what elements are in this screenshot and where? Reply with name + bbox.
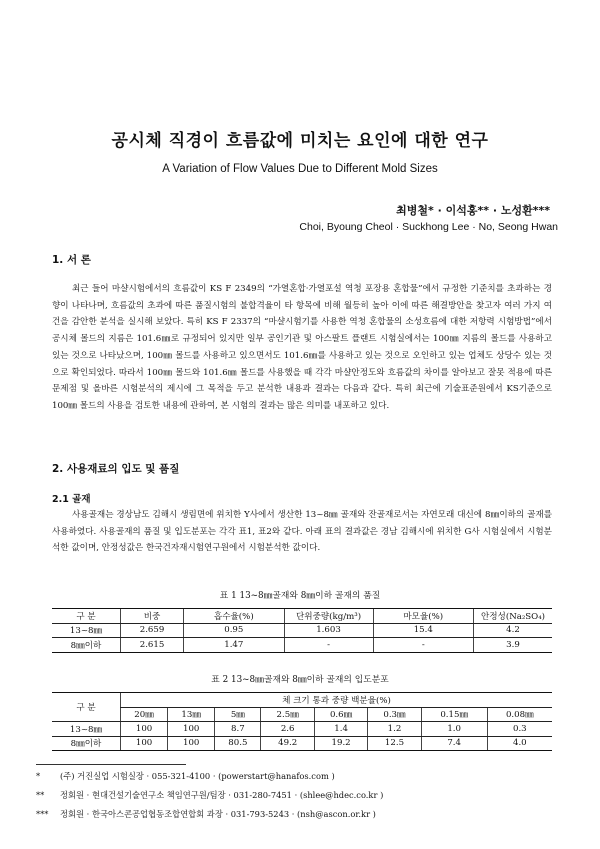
sieve-header-cell: 0.6㎜ — [314, 707, 367, 722]
table-cell: 8㎜이하 — [52, 736, 121, 751]
table-header-cell: 흡수율(%) — [184, 609, 284, 624]
table-row — [52, 638, 552, 653]
table-cell: 2.6 — [261, 722, 314, 737]
table-cell: 12.5 — [368, 736, 421, 751]
table-cell: 100 — [121, 722, 168, 737]
table-cell: 1.47 — [184, 638, 284, 653]
table-cell: 100 — [168, 736, 215, 751]
section-2-1-heading: 2.1 골재 — [52, 494, 91, 505]
table-cell: 100 — [121, 736, 168, 751]
table-cell: 49.2 — [261, 736, 314, 751]
table-cell: 13~8㎜ — [52, 623, 121, 638]
table-header-cell: 마모율(%) — [373, 609, 473, 624]
footnote-mark: *** — [36, 809, 49, 819]
table-cell: 1.0 — [421, 722, 487, 737]
authors-english: Choi, Byoung Cheol · Suckhong Lee · No, Seong Hwan — [299, 221, 558, 233]
table-cell: 4.2 — [474, 623, 553, 638]
sieve-header-cell: 0.08㎜ — [487, 707, 552, 722]
footnote-mark: ** — [36, 790, 45, 800]
table-cell: 2.659 — [121, 623, 184, 638]
table-cell: 80.5 — [215, 736, 261, 751]
table-cell: 100 — [168, 722, 215, 737]
table-cell: 1.603 — [284, 623, 373, 638]
paper-title-korean: 공시체 직경이 흐름값에 미치는 요인에 대한 연구 — [111, 131, 489, 151]
section-2-heading: 2. 사용재료의 입도 및 품질 — [52, 463, 180, 475]
table-cell: - — [373, 638, 473, 653]
section-2-1-body: 사용골재는 경상남도 김해시 생림면에 위치한 Y사에서 생산한 13~8㎜ 골재와 잔골재로서는 자연모래 대신에 8㎜이하의 골재를 사용하였다. 사용골재의 품질 및 입도분포는 각각 표1, 표2와 같다. 아래 표의 결과값은 경남 김해시에 위치한 G사 시험실에서 시험분석한 값이며, 안정성값은 한국건자재시험연구원에서 시험분석한 값이다. — [52, 510, 552, 554]
sieve-header-cell: 5㎜ — [215, 707, 261, 722]
footnote-text: (주) 거진실업 시험실장 · 055-321-4100 · (powerstart@hanafos.com ) — [60, 771, 335, 781]
table-header-cell: 단위중량(kg/m³) — [284, 609, 373, 624]
sieve-header-cell: 2.5㎜ — [261, 707, 314, 722]
table-cell: 7.4 — [421, 736, 487, 751]
table-row — [52, 623, 552, 638]
footnote-divider — [36, 764, 186, 765]
table-cell: 13~8㎜ — [52, 722, 121, 737]
section-1-body: 최근 들어 마샬시험에서의 흐름값이 KS F 2349의 “가열혼합·가열포설 역청 포장용 혼합물”에서 규정한 기준치를 초과하는 경향이 나타나며, 흐름값의 초과에 따른 품질시험의 불합격율이 타 항목에 비해 월등히 높아 이에 따른 해결방안을 찾고자 여러 가지 여건을 감안한 분석을 실시해 보았다. 특히 KS F 2337의 “마샬시험기를 사용한 역청 혼합물의 소성흐름에 대한 저항력 시험방법”에서 공시체 몰드의 지름은 101.6㎜로 규정되어 있지만 일부 공인기관 및 아스팔트 플랜트 시험실에서는 100㎜ 지름의 몰드를 사용하고 있는 것으로 나타났으며, 100㎜ 몰드를 사용하고 있으면서도 101.6㎜를 사용하고 있는 것으로 오인하고 있는 업체도 상당수 있는 것으로 확인되었다. 따라서 100㎜ 몰드와 101.6㎜ 몰드를 사용했을 때 각각 마샬안정도와 흐름값의 차이를 알아보고 잘못 적용에 따른 문제점 및 올바른 시험분석의 제시에 그 목적을 두고 분석한 내용과 결과는 다음과 같다. 특히 최근에 기술표준원에서 KS기준으로 100㎜ 몰드의 사용을 검토한 내용에 관하여, 본 시험의 결과는 많은 의미를 내포하고 있다. — [52, 284, 552, 411]
table-cell: 19.2 — [314, 736, 367, 751]
table-cell: 15.4 — [373, 623, 473, 638]
table-1 — [52, 608, 552, 653]
table-header-cell: 안정성(Na₂SO₄) — [474, 609, 553, 624]
section-1-heading: 1. 서 론 — [52, 254, 91, 266]
footnote-mark: * — [36, 771, 41, 781]
table-cell: 1.4 — [314, 722, 367, 737]
authors-korean: 최병철* · 이석홍** · 노성환*** — [396, 204, 550, 217]
table-2 — [52, 692, 552, 751]
sieve-header-cell: 0.3㎜ — [368, 707, 421, 722]
table-row — [52, 722, 552, 737]
sieve-header-cell: 0.15㎜ — [421, 707, 487, 722]
table-cell: 4.0 — [487, 736, 552, 751]
sieve-header-cell: 20㎜ — [121, 707, 168, 722]
table-cell: 2.615 — [121, 638, 184, 653]
table-cell: 8㎜이하 — [52, 638, 121, 653]
table-cell: 3.9 — [474, 638, 553, 653]
table-cell: 0.95 — [184, 623, 284, 638]
table-span-header: 체 크기 통과 중량 백분율(%) — [121, 693, 553, 708]
table-header-cell: 비중 — [121, 609, 184, 624]
footnote-text: 정회원 · 한국아스콘공업협동조합연합회 과장 · 031-793-5243 · (nsh@ascon.or.kr ) — [60, 809, 376, 819]
footnote-1 — [36, 770, 335, 782]
footnote-2 — [36, 789, 383, 801]
table-cell: 0.3 — [487, 722, 552, 737]
table-row — [52, 736, 552, 751]
paper-title-english: A Variation of Flow Values Due to Different Mold Sizes — [162, 163, 438, 175]
table-header-cell: 구 분 — [52, 609, 121, 624]
footnote-3 — [36, 808, 376, 820]
sieve-header-cell: 13㎜ — [168, 707, 215, 722]
table-cell: - — [284, 638, 373, 653]
table-header-cell: 구 분 — [52, 693, 121, 722]
table-cell: 8.7 — [215, 722, 261, 737]
table-cell: 1.2 — [368, 722, 421, 737]
footnote-text: 정회원 · 현대건설기술연구소 책임연구원/팀장 · 031-280-7451 · (shlee@hdec.co.kr ) — [60, 790, 384, 800]
table-2-caption: 표 2 13~8㎜골재와 8㎜이하 골재의 입도분포 — [211, 675, 389, 685]
table-1-caption: 표 1 13~8㎜골재와 8㎜이하 골재의 품질 — [219, 591, 381, 601]
